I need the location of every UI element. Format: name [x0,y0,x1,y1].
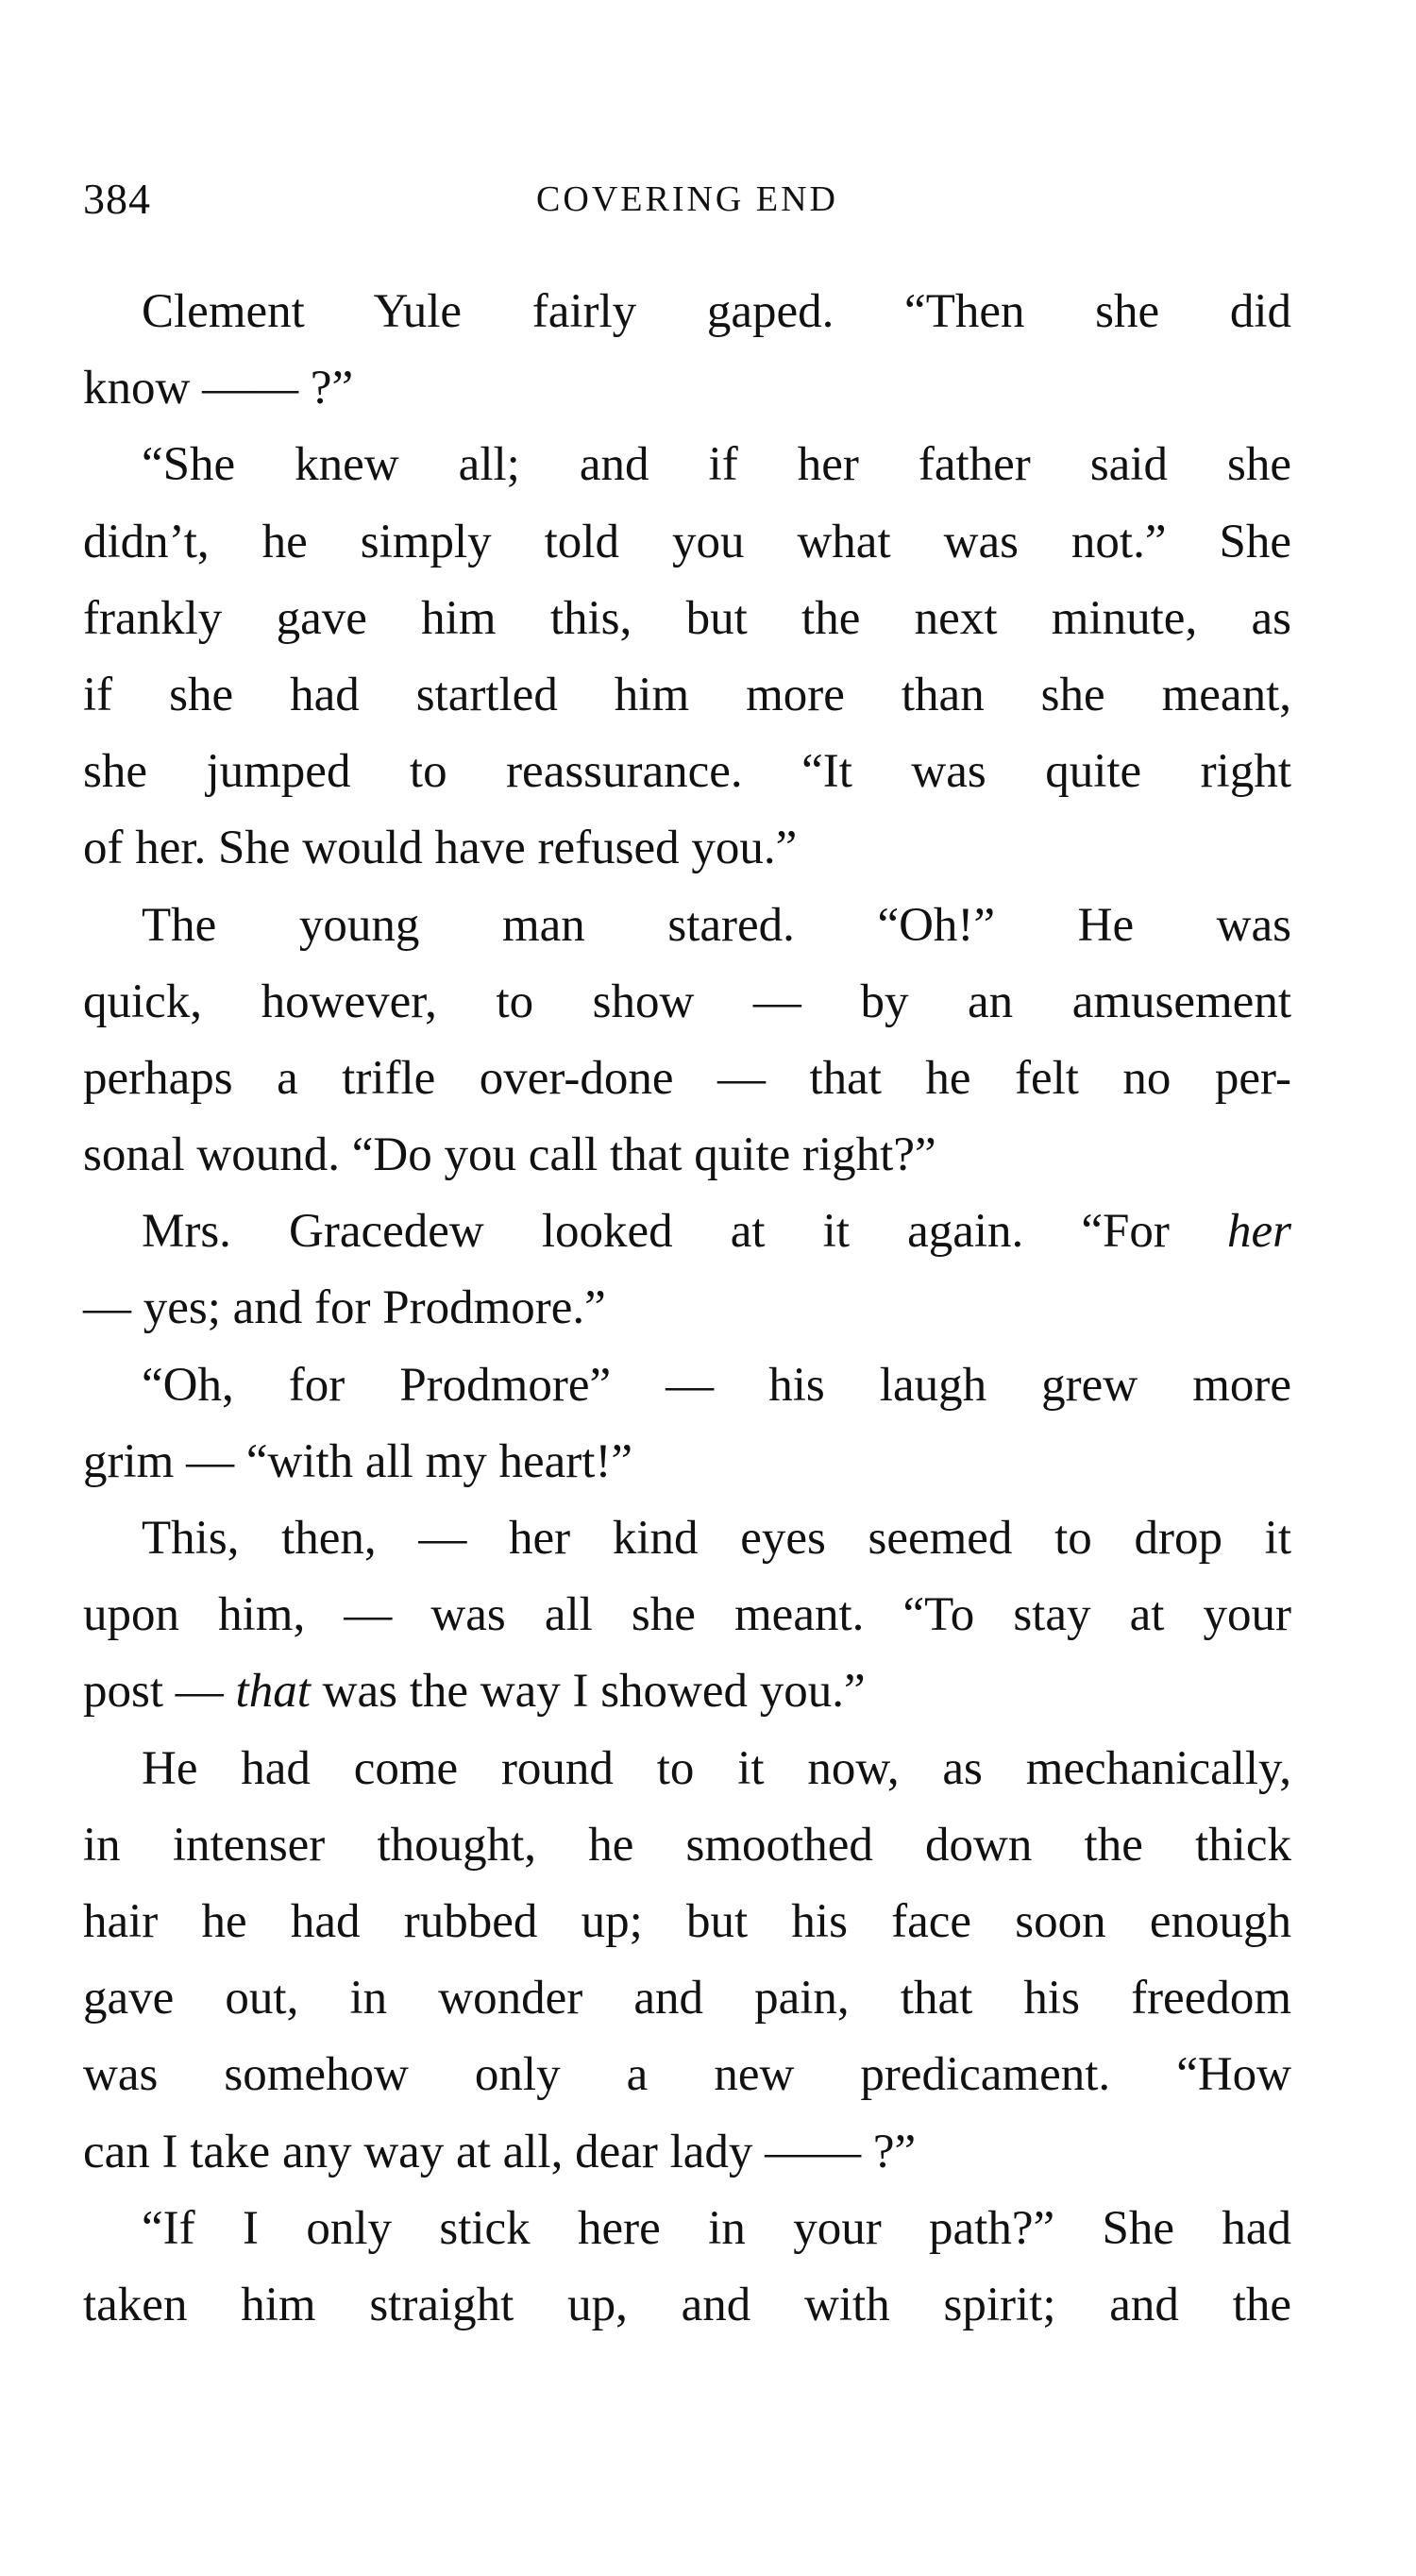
text-line: frankly gave him this, but the next minute, as [83,591,1291,645]
page-number: 384 [83,175,151,223]
italic-word: that [235,1665,311,1719]
text-line: — yes; and for Prodmore.” [83,1281,606,1335]
text-line: Clement Yule fairly gaped. “Then she did [142,285,1291,338]
running-title: COVERING END [536,179,838,219]
text-line: gave out, in wonder and pain, that his freedom [83,1972,1291,2025]
text-line: if she had startled him more than she meant, [83,668,1291,721]
text-line: perhaps a trifle over-done — that he felt no per- [83,1051,1291,1105]
text-line: “If I only stick here in your path?” She had [142,2201,1291,2255]
page-header [83,166,1291,232]
text-line: post — that was the way I showed you.” [83,1665,866,1719]
text-line: was somehow only a new predicament. “How [83,2048,1291,2102]
text-line: upon him, — was all she meant. “To stay at your [83,1588,1291,1642]
text-line: in intenser thought, he smoothed down the thick [83,1818,1291,1872]
body-text [83,274,1291,2344]
text-line: know —— ?” [83,362,354,415]
text-line: she jumped to reassurance. “It was quite right [83,745,1291,799]
text-line: “Oh, for Prodmore” — his laugh grew more [142,1358,1291,1412]
text-line: taken him straight up, and with spirit; and the [83,2278,1291,2331]
text-line: He had come round to it now, as mechanically, [142,1741,1291,1795]
text-line: grim — “with all my heart!” [83,1434,633,1488]
text-line: sonal wound. “Do you call that quite right?” [83,1128,936,1182]
text-line: can I take any way at all, dear lady —— ?” [83,2125,917,2178]
text-line: Mrs. Gracedew looked at it again. “For her [142,1205,1291,1259]
text-line: quick, however, to show — by an amusement [83,974,1291,1028]
text-line: didn’t, he simply told you what was not.” She [83,515,1291,568]
italic-word: her [1227,1205,1291,1259]
text-line: of her. She would have refused you.” [83,822,798,875]
text-line: “She knew all; and if her father said she [142,438,1291,492]
text-line: This, then, — her kind eyes seemed to drop it [142,1512,1291,1565]
text-line: The young man stared. “Oh!” He was [142,898,1291,952]
text-line: hair he had rubbed up; but his face soon enough [83,1894,1291,1948]
